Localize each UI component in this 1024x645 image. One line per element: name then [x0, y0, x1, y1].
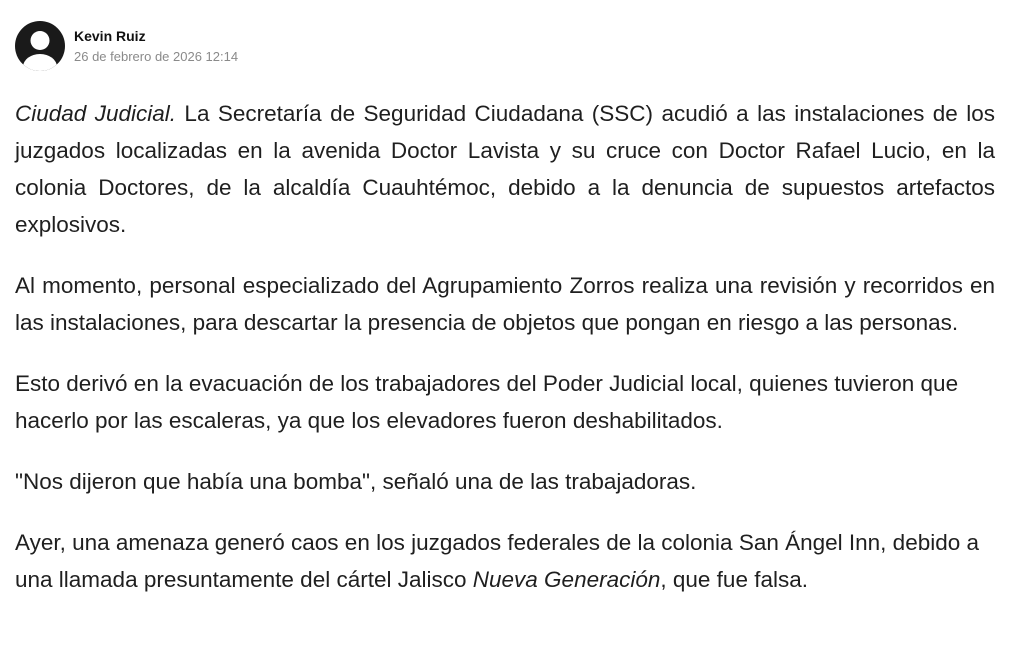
paragraph-2 [15, 267, 995, 341]
paragraph-text: Ayer, una amenaza generó caos en los juzgados federales de la colonia San Ángel Inn, debido a una llamada presuntamente del cártel Jalisco [15, 530, 980, 592]
paragraph-4 [15, 463, 995, 500]
dateline: Ciudad Judicial. [15, 101, 177, 126]
paragraph-text: La Secretaría de Seguridad Ciudadana (SSC) acudió a las instalaciones de los juzgados localizadas en la avenida Doctor Lavista y su cruce con Doctor Rafael Lucio, en la colonia Doctores, de la alcaldía Cuauhtémoc, debido a la denuncia de supuestos artefactos explosivos. [15, 101, 996, 237]
quote-text: "Nos dijeron que había una bomba", señaló una de las trabajadoras. [15, 469, 697, 494]
post-body [15, 95, 995, 598]
paragraph-text: , que fue falsa. [660, 567, 808, 592]
paragraph-1 [15, 95, 995, 243]
post-date: 26 de febrero de 2026 12:14 [74, 48, 239, 64]
paragraph-text: Al momento, personal especializado del Agrupamiento Zorros realiza una revisión y recorridos en las instalaciones, para descartar la presencia de objetos que pongan en riesgo a las personas. [15, 273, 995, 335]
user-avatar-icon[interactable] [15, 21, 65, 71]
post-header [15, 20, 994, 72]
author-meta [74, 27, 238, 66]
emphasis-text: Nueva Generación [472, 567, 661, 592]
paragraph-3 [15, 365, 995, 439]
paragraph-5 [15, 524, 995, 598]
author-name[interactable]: Kevin Ruiz [74, 27, 146, 44]
paragraph-text: Esto derivó en la evacuación de los trabajadores del Poder Judicial local, quienes tuvieron que hacerlo por las escaleras, ya que los elevadores fueron deshabilitados. [15, 371, 959, 433]
